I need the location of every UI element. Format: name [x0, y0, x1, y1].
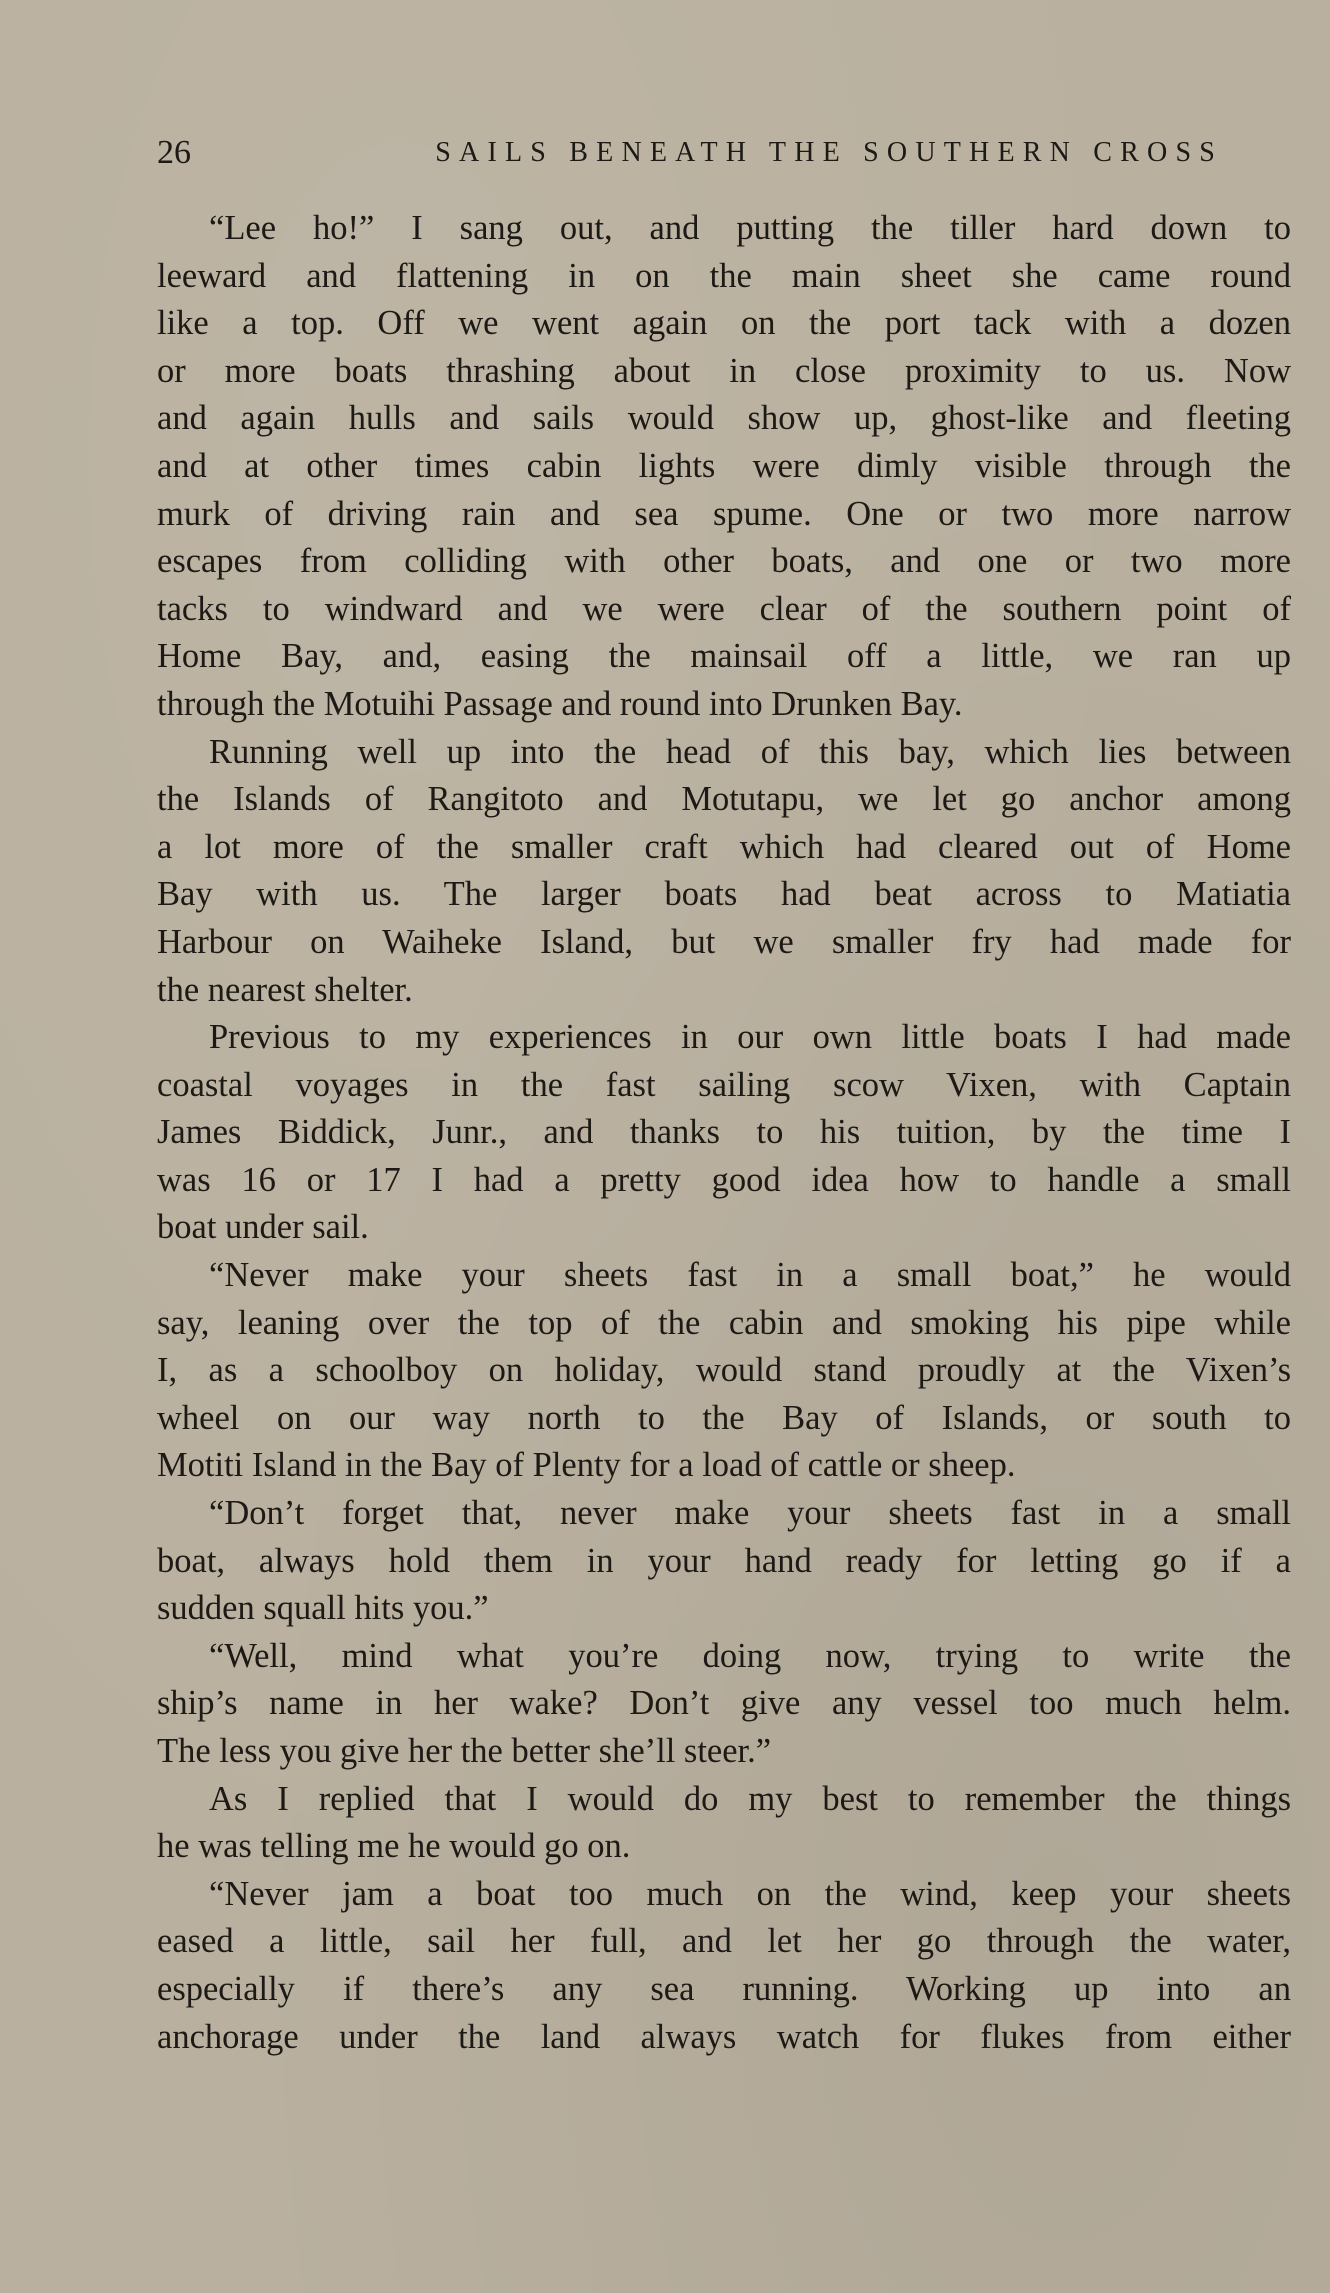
text-line: I, as a schoolboy on holiday, would stand proudly at the Vixen’s [157, 1351, 1291, 1390]
text-line: or more boats thrashing about in close proximity to us. Now [157, 351, 1291, 390]
text-line: and at other times cabin lights were dimly visible through the [157, 446, 1291, 485]
text-line: the nearest shelter. [157, 970, 413, 1009]
text-line: James Biddick, Junr., and thanks to his tuition, by the time I [157, 1113, 1291, 1152]
text-line: the Islands of Rangitoto and Motutapu, we let go anchor among [157, 780, 1291, 819]
text-line: through the Motuihi Passage and round into Drunken Bay. [157, 684, 963, 723]
text-line: Bay with us. The larger boats had beat across to Matiatia [157, 875, 1291, 914]
text-line: and again hulls and sails would show up, ghost-like and fleeting [157, 399, 1291, 438]
text-line: “Never jam a boat too much on the wind, keep your sheets [209, 1874, 1291, 1913]
body-text [157, 205, 1291, 2061]
text-line: “Don’t forget that, never make your sheets fast in a small [209, 1494, 1291, 1533]
text-line: wheel on our way north to the Bay of Islands, or south to [157, 1398, 1291, 1437]
text-line: murk of driving rain and sea spume. One or two more narrow [157, 494, 1291, 533]
text-line: eased a little, sail her full, and let her go through the water, [157, 1922, 1291, 1961]
text-line: leeward and flattening in on the main sheet she came round [157, 256, 1291, 295]
text-line: escapes from colliding with other boats, and one or two more [157, 542, 1291, 581]
text-line: ship’s name in her wake? Don’t give any vessel too much helm. [157, 1684, 1291, 1723]
text-line: “Lee ho!” I sang out, and putting the tiller hard down to [209, 209, 1291, 247]
text-line: tacks to windward and we were clear of the southern point of [157, 589, 1291, 628]
text-line: boat under sail. [157, 1208, 369, 1247]
text-line: boat, always hold them in your hand ready for letting go if a [157, 1541, 1291, 1580]
text-line: anchorage under the land always watch for flukes from either [157, 2017, 1291, 2056]
text-line: As I replied that I would do my best to remember the things [209, 1779, 1291, 1818]
text-line: sudden squall hits you.” [157, 1589, 489, 1628]
text-line: Home Bay, and, easing the mainsail off a little, we ran up [157, 637, 1291, 676]
page-number: 26 [157, 134, 191, 171]
text-line: was 16 or 17 I had a pretty good idea how to handle a small [157, 1160, 1291, 1199]
text-line: The less you give her the better she’ll steer.” [157, 1732, 772, 1770]
text-line: like a top. Off we went again on the port tack with a dozen [157, 304, 1291, 343]
text-line: Previous to my experiences in our own little boats I had made [209, 1018, 1291, 1057]
text-line: especially if there’s any sea running. Working up into an [157, 1969, 1291, 2008]
text-line: “Well, mind what you’re doing now, trying to write the [209, 1636, 1291, 1675]
text-line: say, leaning over the top of the cabin and smoking his pipe while [157, 1303, 1291, 1342]
text-line: “Never make your sheets fast in a small boat,” he would [209, 1256, 1291, 1295]
text-line: Harbour on Waiheke Island, but we smaller fry had made for [157, 922, 1291, 961]
running-title: SAILS BENEATH THE SOUTHERN CROSS [435, 137, 1223, 168]
text-line: he was telling me he would go on. [157, 1827, 631, 1866]
text-line: coastal voyages in the fast sailing scow Vixen, with Captain [157, 1065, 1291, 1104]
text-line: Motiti Island in the Bay of Plenty for a load of cattle or sheep. [157, 1446, 1016, 1485]
text-line: a lot more of the smaller craft which had cleared out of Home [157, 827, 1291, 866]
running-head [157, 128, 1223, 178]
text-line: Running well up into the head of this bay, which lies between [209, 732, 1291, 771]
